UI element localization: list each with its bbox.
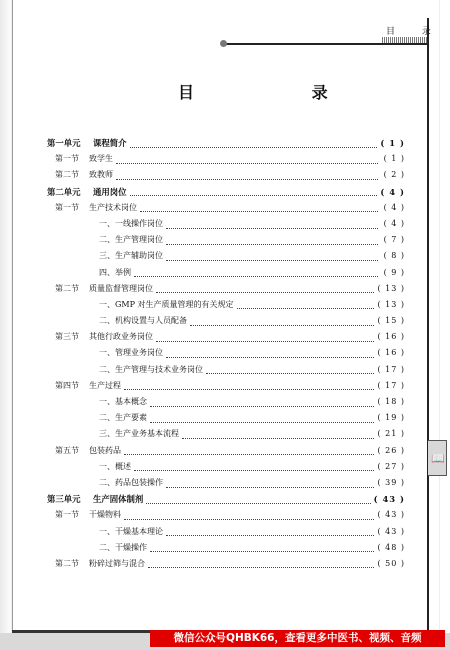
toc-row[interactable]: [47, 493, 405, 509]
toc-page: ( 17 ): [377, 364, 405, 374]
toc-row[interactable]: [47, 461, 405, 477]
toc-row[interactable]: [47, 477, 405, 493]
leader-dots: [124, 454, 374, 455]
toc-page: ( 48 ): [377, 542, 405, 552]
toc-title: 干燥物料: [89, 510, 121, 520]
toc-page: ( 43 ): [373, 494, 405, 505]
toc-row[interactable]: [47, 153, 405, 169]
toc-title: 二、药品包装操作: [99, 477, 163, 487]
toc-number: 第一单元: [47, 138, 81, 148]
leader-dots: [116, 179, 378, 180]
toc-row[interactable]: [47, 428, 405, 444]
header-rule: [226, 43, 429, 45]
toc-row[interactable]: [47, 445, 405, 461]
toc-page: ( 19 ): [377, 413, 405, 423]
toc-number: 第五节: [55, 445, 79, 455]
leader-dots: [150, 422, 374, 423]
toc-title: 粉碎过筛与混合: [89, 558, 145, 568]
toc-title: 三、生产业务基本流程: [99, 429, 179, 439]
leader-dots: [166, 228, 378, 229]
leader-dots: [150, 551, 374, 552]
toc-number: 第一节: [55, 202, 79, 212]
leader-dots: [146, 503, 370, 504]
leader-dots: [166, 357, 374, 358]
toc-row[interactable]: [47, 331, 405, 347]
running-header: 目 录: [386, 27, 443, 37]
toc-title: 一、管理业务岗位: [99, 348, 163, 358]
toc-page: ( 9 ): [383, 267, 405, 277]
toc-page: ( 2 ): [383, 170, 405, 180]
toc-page: ( 16 ): [377, 348, 405, 358]
toc-title: 包装药品: [89, 445, 121, 455]
table-of-contents: [47, 137, 405, 574]
toc-title: 一、一线操作岗位: [99, 218, 163, 228]
leader-dots: [182, 438, 374, 439]
leader-dots: [237, 308, 375, 309]
page-title: 目 录: [178, 83, 384, 102]
toc-title: 通用岗位: [93, 186, 127, 197]
toc-title: 生产固体制剂: [93, 494, 144, 505]
toc-title: 二、机构设置与人员配备: [99, 316, 187, 326]
toc-page: ( 4 ): [383, 218, 405, 228]
toc-page: ( 43 ): [377, 526, 405, 536]
toc-number: 第三节: [55, 332, 79, 342]
toc-row[interactable]: [47, 542, 405, 558]
toc-number: 第一节: [55, 510, 79, 520]
toc-title: 一、干燥基本理论: [99, 526, 163, 536]
toc-title: 质量监督管理岗位: [89, 283, 153, 293]
right-margin-rule: [427, 18, 429, 638]
toc-number: 第二节: [55, 170, 79, 180]
leader-dots: [166, 260, 378, 261]
toc-page: ( 1 ): [383, 154, 405, 164]
toc-title: 二、生产管理岗位: [99, 235, 163, 245]
toc-page: ( 43 ): [377, 510, 405, 520]
toc-title: 一、GMP 对生产质量管理的有关规定: [99, 299, 234, 309]
leader-dots: [116, 163, 378, 164]
toc-number: 第二节: [55, 558, 79, 568]
leader-dots: [124, 519, 374, 520]
toc-page: ( 1 ): [380, 138, 405, 148]
toc-row[interactable]: [47, 380, 405, 396]
toc-number: 第二节: [55, 283, 79, 293]
toc-row[interactable]: [47, 267, 405, 283]
leader-dots: [148, 567, 374, 568]
toc-row[interactable]: [47, 315, 405, 331]
toc-title: 二、生产管理与技术业务岗位: [99, 364, 203, 374]
toc-page: ( 15 ): [377, 316, 405, 326]
toc-page: ( 17 ): [377, 380, 405, 390]
leader-dots: [130, 147, 378, 148]
toc-page: ( 4 ): [383, 202, 405, 212]
toc-page: ( 8 ): [383, 251, 405, 261]
toc-number: 第四节: [55, 380, 79, 390]
toc-title: 二、干燥操作: [99, 542, 147, 552]
toc-title: 三、生产辅助岗位: [99, 251, 163, 261]
toc-page: ( 16 ): [377, 332, 405, 342]
toc-title: 其他行政业务岗位: [89, 332, 153, 342]
toc-title: 二、生产要素: [99, 413, 147, 423]
toc-number: 第二单元: [47, 186, 81, 197]
toc-title: 一、基本概念: [99, 397, 147, 406]
toc-page: ( 4 ): [380, 186, 405, 197]
toc-page: ( 50 ): [377, 558, 405, 568]
leader-dots: [166, 535, 374, 536]
toc-row[interactable]: [47, 250, 405, 266]
toc-title: 一、概述: [99, 461, 131, 471]
toc-row[interactable]: [47, 412, 405, 428]
toc-title: 致学生: [89, 154, 113, 164]
leader-dots: [156, 341, 374, 342]
watermark-banner: 微信公众号QHBK66，查看更多中医书、视频、音频: [150, 630, 445, 647]
toc-row[interactable]: [47, 396, 405, 412]
toc-title: 课程简介: [93, 138, 127, 148]
toc-page: ( 13 ): [377, 283, 405, 293]
leader-dots: [124, 389, 374, 390]
toc-row[interactable]: [47, 347, 405, 363]
toc-title: 四、举例: [99, 267, 131, 277]
leader-dots: [130, 195, 378, 196]
toc-row[interactable]: [47, 558, 405, 574]
header-dot-ornament: [220, 40, 227, 47]
leader-dots: [190, 325, 374, 326]
leader-dots: [140, 211, 378, 212]
toc-row[interactable]: [47, 234, 405, 250]
page-edge-shadow: [0, 0, 12, 650]
toc-page: ( 7 ): [383, 235, 405, 245]
toc-title: 生产过程: [89, 380, 121, 390]
toc-row[interactable]: [47, 526, 405, 542]
leader-dots: [134, 470, 374, 471]
toc-number: 第三单元: [47, 494, 81, 505]
leader-dots: [150, 406, 374, 407]
toc-row[interactable]: [47, 169, 405, 185]
toc-page: ( 13 ): [377, 299, 405, 309]
toc-row[interactable]: [47, 283, 405, 299]
toc-row[interactable]: [47, 364, 405, 380]
leader-dots: [156, 292, 374, 293]
toc-row[interactable]: [47, 202, 405, 218]
toc-number: 第一节: [55, 154, 79, 164]
toc-title: 生产技术岗位: [89, 202, 137, 212]
toc-row[interactable]: [47, 137, 405, 153]
leader-dots: [166, 244, 378, 245]
leader-dots: [166, 487, 374, 488]
toc-row[interactable]: [47, 509, 405, 525]
leader-dots: [206, 373, 374, 374]
toc-row[interactable]: [47, 299, 405, 315]
toc-row[interactable]: [47, 186, 405, 202]
toc-page: ( 21 ): [377, 429, 405, 439]
toc-page: ( 18 ): [377, 397, 405, 406]
toc-page: ( 27 ): [377, 461, 405, 471]
book-icon: 📖: [431, 452, 445, 465]
leader-dots: [134, 276, 378, 277]
toc-title: 致教师: [89, 170, 113, 180]
toc-page: ( 39 ): [377, 477, 405, 487]
toc-row[interactable]: [47, 218, 405, 234]
toc-page: ( 26 ): [377, 445, 405, 455]
